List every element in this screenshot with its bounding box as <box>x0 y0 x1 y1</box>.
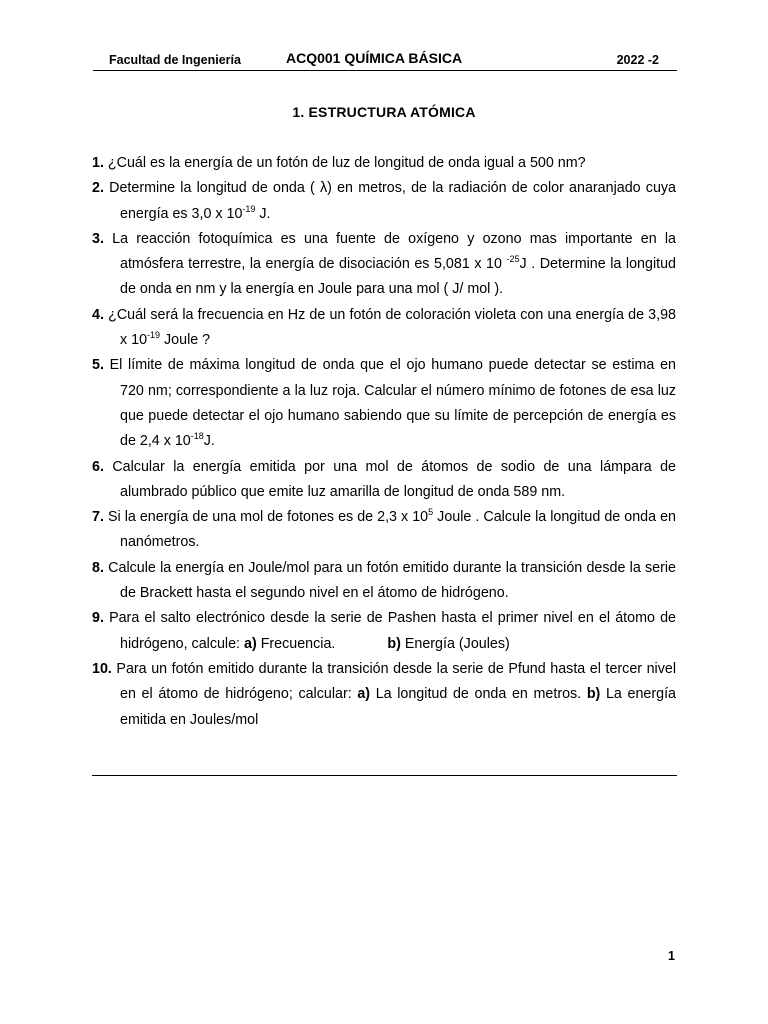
exponent: -18 <box>190 431 204 442</box>
exponent: 5 <box>428 507 434 518</box>
question-number: 9. <box>92 610 104 627</box>
question-text: ¿Cuál será la frecuencia en Hz de un fotón de coloración violeta con una energía de 3,98 x 10 <box>103 306 676 349</box>
question-7 <box>92 505 676 556</box>
question-10 <box>92 657 676 733</box>
part-a-text: La longitud de onda en metros. <box>370 686 587 703</box>
question-text: J. <box>255 205 271 222</box>
exponent: -19 <box>242 203 256 214</box>
question-number: 5. <box>92 357 104 374</box>
question-5 <box>92 353 676 454</box>
exponent: -25 <box>506 254 520 265</box>
question-number: 2. <box>92 180 104 197</box>
question-number: 8. <box>92 559 104 576</box>
question-2 <box>92 176 676 227</box>
question-text: Determine la longitud de onda ( λ) en metros, de la radiación de color anaranjado cuya energía es 3,0 x 10 <box>103 180 676 222</box>
exponent: -19 <box>147 330 161 341</box>
question-number: 6. <box>92 458 104 475</box>
course-title: ACQ001 QUÍMICA BÁSICA <box>286 50 463 66</box>
question-text: ¿Cuál es la energía de un fotón de luz de longitud de onda igual a 500 nm? <box>103 155 586 171</box>
question-text: Calcule la energía en Joule/mol para un fotón emitido durante la transición desde la serie de Brackett hasta el segundo nivel en el átomo de hidrógeno. <box>103 559 676 602</box>
question-6 <box>92 455 676 506</box>
question-text: J. <box>203 433 215 450</box>
page-number: 1 <box>668 949 675 963</box>
question-number: 4. <box>92 306 104 323</box>
term-label: 2022 -2 <box>616 53 659 67</box>
question-9 <box>92 606 676 657</box>
part-b-text: Energía (Joules) <box>400 635 510 652</box>
question-text: J . Determine la longitud de onda en nm y la energía en Joule para una mol ( J/ mol ). <box>120 256 676 298</box>
question-text: Para un fotón emitido durante la transición desde la serie de Pfund hasta el tercer nivel en el átomo de hidrógeno; calcular: <box>111 660 676 703</box>
question-text: El límite de máxima longitud de onda que el ojo humano puede detectar se estima en 720 nm; correspondiente a la luz roja. Calcular el número mínimo de fotones de esa luz que puede detectar el ojo humano sabiendo que su límite de percepción de energía es de 2,4 x 10 <box>103 357 676 450</box>
faculty-name: Facultad de Ingeniería <box>109 53 241 67</box>
part-a-label: a) <box>357 686 371 703</box>
question-text: Para el salto electrónico desde la serie de Pashen hasta el primer nivel en el átomo de hidrógeno, calcule: <box>103 610 676 652</box>
part-a-text: Frecuencia. <box>256 635 336 652</box>
question-list <box>92 151 676 733</box>
question-text: Si la energía de una mol de fotones es de 2,3 x 10 <box>103 509 429 526</box>
question-8 <box>92 556 676 607</box>
question-number: 1. <box>92 155 104 171</box>
part-b-label: b) <box>387 635 401 652</box>
footer-divider <box>92 775 677 776</box>
question-number: 10. <box>92 660 112 677</box>
question-3 <box>92 227 676 303</box>
question-text: La reacción fotoquímica es una fuente de oxígeno y ozono mas importante en la atmósfera terrestre, la energía de disociación es 5,081 x 10 <box>103 230 676 273</box>
question-1 <box>92 151 676 176</box>
question-4 <box>92 303 676 354</box>
part-b-label: b) <box>586 686 601 703</box>
section-title: 1. ESTRUCTURA ATÓMICA <box>292 104 476 120</box>
part-b-text: La energía emitida en Joules/mol <box>120 686 676 728</box>
question-text: Calcular la energía emitida por una mol de átomos de sodio de una lámpara de alumbrado público que emite luz amarilla de longitud de onda 589 nm. <box>103 458 676 500</box>
question-text: Joule ? <box>160 332 211 349</box>
page-header <box>93 48 677 71</box>
question-text: Joule . Calcule la longitud de onda en nanómetros. <box>120 509 676 551</box>
part-a-label: a) <box>244 635 257 652</box>
question-number: 7. <box>92 509 104 526</box>
question-number: 3. <box>92 230 104 247</box>
